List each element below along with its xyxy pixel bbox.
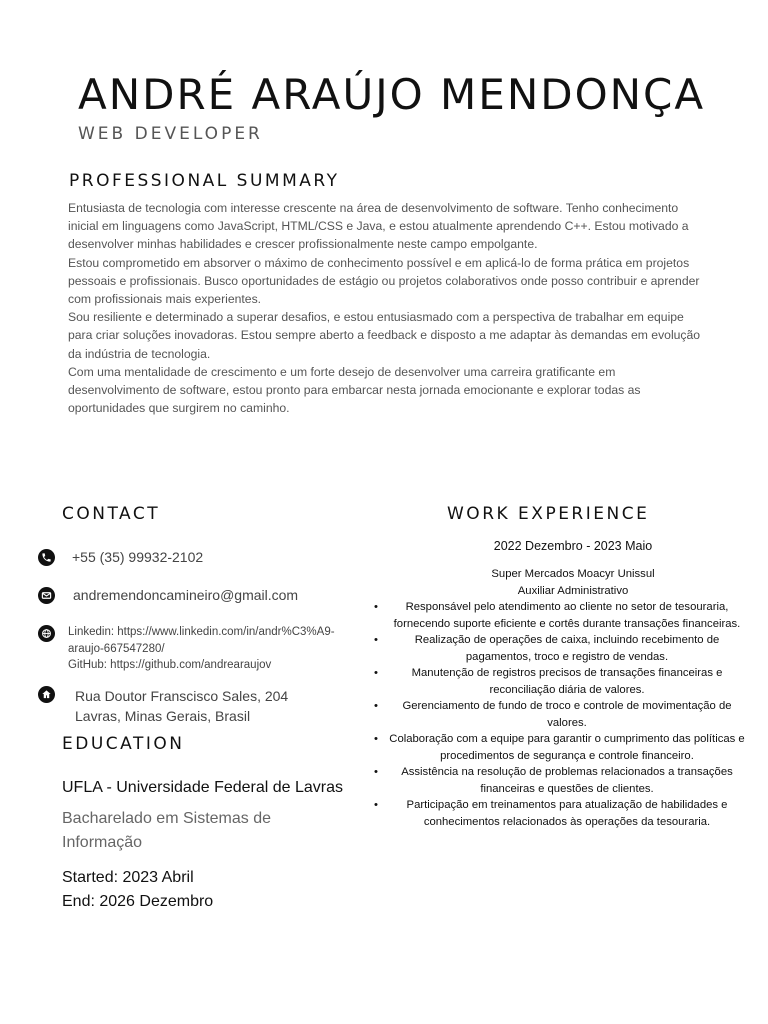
list-item [370,632,750,665]
contact-phone-row [38,549,203,566]
duty-text: Realização de operações de caixa, incluindo recebimento de pagamentos, troco e registro de vendas. [414,634,720,663]
list-item [370,797,750,830]
duty-text: Responsável pelo atendimento ao cliente no setor de tesouraria, fornecendo suporte eficiente e cortês durante transações financeiras. [393,601,741,630]
duty-text: Gerenciamento de fundo de troco e controle de movimentação de valores. [402,700,732,729]
duty-text: Assistência na resolução de problemas relacionados a transações financeiras e questões de clientes. [401,766,733,795]
work-employer [400,566,746,599]
education-heading: EDUCATION [62,734,185,754]
address-street: Rua Doutor Franscisco Sales, 204 [75,688,289,704]
list-item [370,731,750,764]
links-block [68,624,335,674]
education-dates [62,866,213,914]
contact-heading: CONTACT [62,504,161,524]
education-started: Started: 2023 Abril [62,869,194,886]
bullet-mark: • [374,799,378,811]
candidate-name: ANDRÉ ARAÚJO MENDONÇA [78,70,706,119]
work-title: Auxiliar Administrativo [517,584,629,597]
duty-text: Participação em treinamentos para atualização de habilidades e conhecimentos relacionados às operações da tesouraria. [406,799,728,828]
summary-paragraph: Estou comprometido em absorver o máximo de conhecimento possível e em aplicá-lo de forma prática em projetos pessoais e profissionais. Busco oportunidades de estágio ou projetos colaborativos onde posso contribuir e aprender com profissionais mais experientes. [68,255,700,307]
duty-text: Colaboração com a equipe para garantir o cumprimento das políticas e procedimentos de segurança e controle financeiro. [389,733,745,762]
bullet-mark: • [374,601,378,613]
summary-paragraph: Entusiasta de tecnologia com interesse crescente na área de desenvolvimento de software. Tenho conhecimento inicial em linguagens como JavaScript, HTML/CSS e Java, e estou atualmente aprendendo C++. Estou motivado a desenvolver minhas habilidades e crescer profissionalmente neste campo empolgante. [68,201,689,252]
work-dates: 2022 Dezembro - 2023 Maio [493,539,653,553]
list-item [370,698,750,731]
email-address[interactable]: andremendoncamineiro@gmail.com [73,587,299,603]
bullet-mark: • [374,634,378,646]
home-icon [38,686,55,703]
work-duties-list [370,599,750,830]
github-link[interactable]: GitHub: https://github.com/andrearaujov [68,659,272,671]
work-company: Super Mercados Moacyr Unissul [491,568,655,580]
list-item [370,599,750,632]
summary-body [68,199,708,417]
bullet-mark: • [374,700,378,712]
duty-text: Manutenção de registros precisos de transações financeiras e reconciliação diária de valores. [411,667,723,696]
list-item [370,764,750,797]
education-degree: Bacharelado em Sistemas de Informação [62,810,271,851]
bullet-mark: • [374,667,378,679]
phone-number[interactable]: +55 (35) 99932-2102 [72,549,204,565]
globe-icon [38,625,55,642]
list-item [370,665,750,698]
address-city: Lavras, Minas Gerais, Brasil [75,708,251,724]
summary-paragraph: Com uma mentalidade de crescimento e um forte desejo de desenvolver uma carreira gratificante em desenvolvimento de software, estou pronto para embarcar nesta jornada emocionante e explorar todas as oportunidades que surgirem no caminho. [68,364,641,416]
work-heading: WORK EXPERIENCE [447,504,650,524]
contact-links-row [38,624,335,674]
education-end: End: 2026 Dezembro [62,893,214,910]
contact-email-row [38,587,298,604]
linkedin-link-continued[interactable]: araujo-667547280/ [68,642,165,655]
summary-paragraph: Sou resiliente e determinado a superar desafios, e estou entusiasmado com a perspectiva de trabalhar em equipe para criar soluções inovadoras. Estou sempre aberto a feedback e disposto a me adaptar às demandas em evolução da indústria de tecnologia. [68,310,701,361]
email-icon [38,587,55,604]
candidate-role: WEB DEVELOPER [78,124,263,144]
bullet-mark: • [374,766,378,778]
linkedin-link[interactable]: Linkedin: https://www.linkedin.com/in/andr%C3%A9- [68,626,335,638]
education-school: UFLA - Universidade Federal de Lavras [62,779,344,796]
address-block [75,686,288,726]
bullet-mark: • [374,733,378,745]
contact-address-row [38,686,288,726]
summary-heading: PROFESSIONAL SUMMARY [69,171,340,191]
phone-icon [38,549,55,566]
